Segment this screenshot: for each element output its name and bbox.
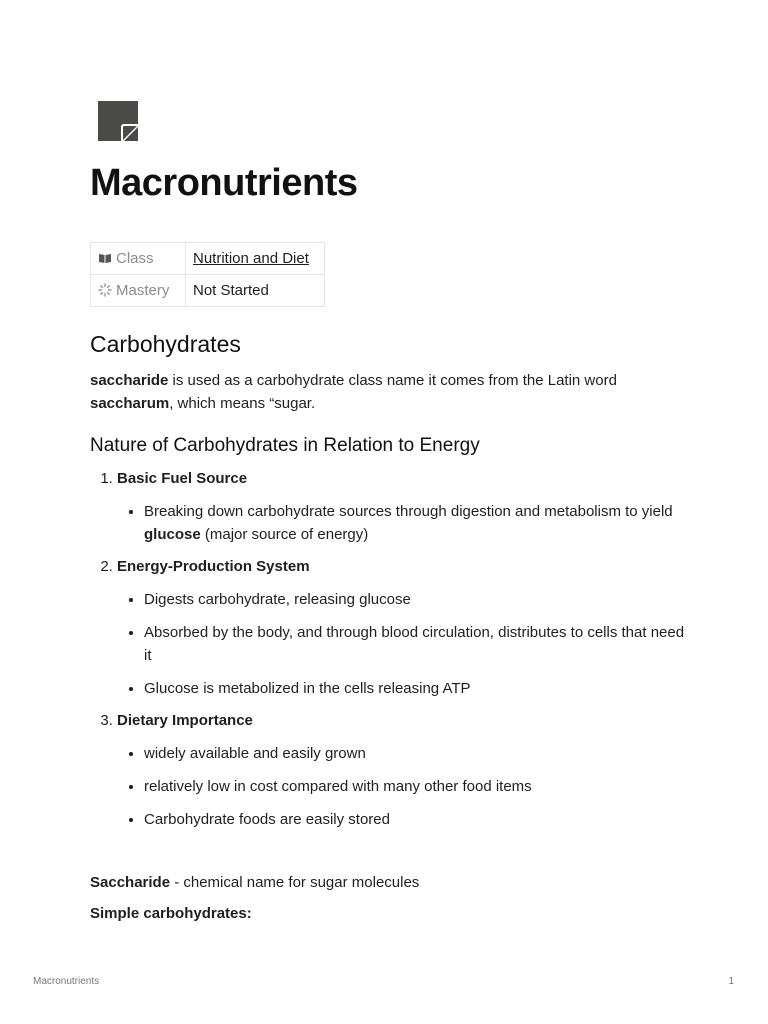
loading-spinner-icon [98, 283, 112, 297]
list-item: 2. Energy-Production System • Digests carbohydrate, releasing glucose • Absorbed by the body, and through blood circulation, distributes to cells that need it • Glucose is metabolized in the cells releasing ATP [117, 555, 690, 700]
page-number: 1 [728, 976, 734, 987]
note-icon [98, 101, 138, 141]
bullet-item: • Absorbed by the body, and through blood circulation, distributes to cells that need it [144, 621, 690, 667]
bullet-list [117, 500, 690, 546]
property-row-mastery [91, 275, 325, 307]
bullet-item: • relatively low in cost compared with many other food items [144, 775, 690, 798]
class-link[interactable]: Nutrition and Diet [193, 250, 309, 267]
subsection-heading: Nature of Carbohydrates in Relation to Energy [90, 435, 480, 456]
property-name-mastery: Mastery [91, 275, 186, 307]
numbered-list [90, 467, 690, 831]
bullet-item: • Glucose is metabolized in the cells releasing ATP [144, 677, 690, 700]
list-item: 1. Basic Fuel Source • Breaking down carbohydrate sources through digestion and metabolism to yield glucose (major source of energy) [117, 467, 690, 546]
property-name-class: Class [91, 243, 186, 275]
intro-paragraph: saccharide is used as a carbohydrate class name it comes from the Latin word saccharum, which means “sugar. [90, 372, 617, 412]
simple-carbs-heading: Simple carbohydrates: [90, 905, 252, 922]
list-item: 3. Dietary Importance • widely available and easily grown • relatively low in cost compared with many other food items • Carbohydrate foods are easily stored [117, 709, 690, 831]
footer-title: Macronutrients [33, 976, 100, 987]
bullet-list [117, 742, 690, 831]
property-row-class [91, 243, 325, 275]
property-value-class[interactable] [186, 243, 325, 275]
page-title: Macronutrients [90, 162, 358, 204]
page-content [90, 330, 690, 925]
definition-paragraph: Saccharide - chemical name for sugar molecules [90, 874, 420, 891]
bullet-list [117, 588, 690, 700]
bullet-item: • Carbohydrate foods are easily stored [144, 808, 690, 831]
properties-table [90, 242, 325, 307]
bullet-item: • Digests carbohydrate, releasing glucose [144, 588, 690, 611]
property-value-mastery[interactable]: Not Started [186, 275, 325, 307]
bullet-item: • Breaking down carbohydrate sources through digestion and metabolism to yield glucose (major source of energy) [144, 500, 690, 546]
bullet-item: • widely available and easily grown [144, 742, 690, 765]
book-icon [98, 251, 112, 265]
section-heading: Carbohydrates [90, 331, 241, 357]
